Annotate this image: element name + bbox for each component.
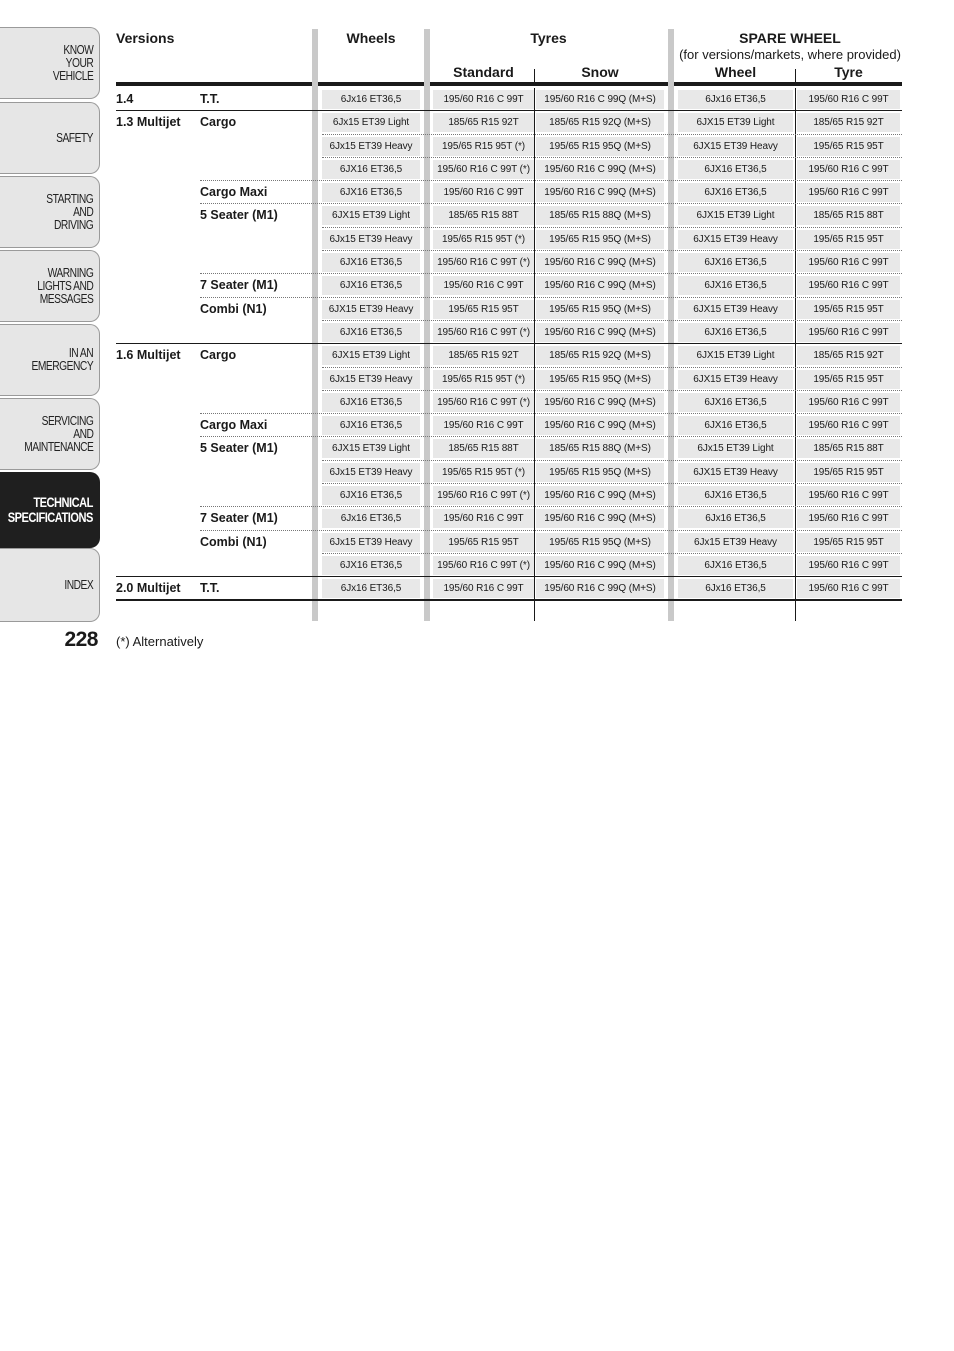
cell-spare-wheel: 6JX16 ET36,5 <box>678 416 793 435</box>
cell-spare-tyre: 195/65 R15 95T <box>797 230 900 249</box>
cell-standard: 195/60 R16 C 99T (*) <box>433 486 534 505</box>
table-row <box>116 88 902 111</box>
table-row <box>116 321 902 344</box>
cell-wheel: 6Jx15 ET39 Heavy <box>322 533 420 552</box>
cell-wheel: 6JX15 ET39 Heavy <box>322 300 420 319</box>
version-label: 1.6 Multijet <box>116 348 181 363</box>
cell-spare-wheel: 6JX15 ET39 Heavy <box>678 230 793 249</box>
header-divider <box>795 69 796 83</box>
cell-snow: 195/60 R16 C 99Q (M+S) <box>536 323 664 342</box>
table-body <box>116 88 902 601</box>
table-row <box>116 135 902 158</box>
cell-spare-tyre: 195/60 R16 C 99T <box>797 253 900 272</box>
cell-spare-wheel: 6JX15 ET39 Heavy <box>678 370 793 389</box>
cell-snow: 195/60 R16 C 99Q (M+S) <box>536 183 664 202</box>
header-spare-note: (for versions/markets, where provided) <box>679 47 901 62</box>
tab-label: IN AN EMERGENCY <box>31 346 93 373</box>
model-label: T.T. <box>200 92 220 106</box>
table-row <box>116 484 902 507</box>
cell-standard: 195/60 R16 C 99T (*) <box>433 393 534 412</box>
version-label: 1.4 <box>116 92 134 106</box>
header-spare-wheel-col: Wheel <box>714 64 757 80</box>
cell-spare-tyre: 195/60 R16 C 99T <box>797 90 900 109</box>
tab-technical-specifications[interactable] <box>0 472 100 548</box>
tab-label: SERVICING AND MAINTENANCE <box>23 413 93 454</box>
tab-label: STARTING AND DRIVING <box>46 191 93 232</box>
page-number: 228 <box>64 628 98 651</box>
cell-standard: 195/65 R15 95T (*) <box>433 370 534 389</box>
cell-spare-wheel: 6JX16 ET36,5 <box>678 486 793 505</box>
cell-spare-wheel: 6JX16 ET36,5 <box>678 183 793 202</box>
cell-standard: 195/60 R16 C 99T <box>433 276 534 295</box>
cell-spare-tyre: 195/65 R15 95T <box>797 533 900 552</box>
cell-spare-tyre: 195/65 R15 95T <box>797 370 900 389</box>
tab-label: INDEX <box>64 577 93 592</box>
cell-spare-tyre: 195/60 R16 C 99T <box>797 183 900 202</box>
tab-in-an-emergency[interactable] <box>0 324 100 396</box>
cell-wheel: 6JX16 ET36,5 <box>322 253 420 272</box>
cell-spare-wheel: 6Jx16 ET36,5 <box>678 579 793 598</box>
table-row <box>116 298 902 321</box>
cell-spare-wheel: 6Jx16 ET36,5 <box>678 509 793 528</box>
cell-standard: 185/65 R15 88T <box>433 439 534 458</box>
cell-snow: 195/65 R15 95Q (M+S) <box>536 463 664 482</box>
model-label: 7 Seater (M1) <box>200 278 278 293</box>
model-label: Combi (N1) <box>200 301 267 316</box>
header-standard: Standard <box>453 64 514 80</box>
cell-standard: 195/60 R16 C 99T (*) <box>433 160 534 179</box>
table-row <box>116 437 902 460</box>
header-wheels: Wheels <box>346 30 396 46</box>
cell-wheel: 6Jx16 ET36,5 <box>322 90 420 109</box>
table-row <box>116 507 902 530</box>
table-row <box>116 461 902 484</box>
cell-wheel: 6Jx15 ET39 Heavy <box>322 370 420 389</box>
cell-spare-tyre: 195/60 R16 C 99T <box>797 160 900 179</box>
cell-snow: 195/60 R16 C 99Q (M+S) <box>536 416 664 435</box>
cell-snow: 195/60 R16 C 99Q (M+S) <box>536 393 664 412</box>
cell-spare-tyre: 195/60 R16 C 99T <box>797 416 900 435</box>
cell-standard: 195/60 R16 C 99T <box>433 90 534 109</box>
cell-snow: 195/60 R16 C 99Q (M+S) <box>536 90 664 109</box>
cell-snow: 195/65 R15 95Q (M+S) <box>536 230 664 249</box>
cell-snow: 185/65 R15 92Q (M+S) <box>536 346 664 365</box>
version-label: 2.0 Multijet <box>116 581 181 596</box>
header-rule <box>116 82 902 86</box>
cell-snow: 195/65 R15 95Q (M+S) <box>536 300 664 319</box>
cell-spare-wheel: 6JX15 ET39 Light <box>678 206 793 225</box>
table-header <box>116 27 902 83</box>
cell-standard: 185/65 R15 92T <box>433 113 534 132</box>
cell-wheel: 6Jx16 ET36,5 <box>322 579 420 598</box>
tab-label: SAFETY <box>56 130 93 145</box>
cell-standard: 185/65 R15 92T <box>433 346 534 365</box>
header-tyres: Tyres <box>530 30 567 46</box>
model-label: Cargo <box>200 348 237 363</box>
cell-spare-tyre: 195/60 R16 C 99T <box>797 509 900 528</box>
cell-spare-wheel: 6Jx15 ET39 Heavy <box>678 533 793 552</box>
model-label: Cargo <box>200 115 237 130</box>
cell-standard: 195/60 R16 C 99T <box>433 416 534 435</box>
cell-snow: 195/60 R16 C 99Q (M+S) <box>536 579 664 598</box>
cell-snow: 195/60 R16 C 99Q (M+S) <box>536 556 664 575</box>
cell-wheel: 6Jx15 ET39 Light <box>322 113 420 132</box>
cell-spare-wheel: 6JX16 ET36,5 <box>678 393 793 412</box>
cell-standard: 195/65 R15 95T (*) <box>433 463 534 482</box>
table-row <box>116 228 902 251</box>
cell-snow: 195/60 R16 C 99Q (M+S) <box>536 276 664 295</box>
cell-snow: 195/60 R16 C 99Q (M+S) <box>536 486 664 505</box>
model-label: 5 Seater (M1) <box>200 208 278 223</box>
cell-wheel: 6Jx15 ET39 Heavy <box>322 463 420 482</box>
table-row <box>116 274 902 297</box>
cell-spare-wheel: 6JX16 ET36,5 <box>678 556 793 575</box>
row-separator <box>116 599 902 601</box>
cell-spare-tyre: 185/65 R15 88T <box>797 206 900 225</box>
model-label: Cargo Maxi <box>200 418 268 433</box>
cell-snow: 195/65 R15 95Q (M+S) <box>536 533 664 552</box>
table-row <box>116 344 902 367</box>
table-row <box>116 158 902 181</box>
cell-snow: 185/65 R15 88Q (M+S) <box>536 206 664 225</box>
cell-standard: 195/60 R16 C 99T <box>433 509 534 528</box>
cell-spare-tyre: 185/65 R15 92T <box>797 113 900 132</box>
cell-snow: 195/60 R16 C 99Q (M+S) <box>536 160 664 179</box>
cell-wheel: 6JX16 ET36,5 <box>322 486 420 505</box>
model-label: Cargo Maxi <box>200 185 268 200</box>
cell-wheel: 6JX15 ET39 Light <box>322 439 420 458</box>
cell-snow: 185/65 R15 88Q (M+S) <box>536 439 664 458</box>
cell-standard: 195/60 R16 C 99T (*) <box>433 556 534 575</box>
cell-standard: 195/65 R15 95T (*) <box>433 230 534 249</box>
cell-wheel: 6Jx15 ET39 Heavy <box>322 137 420 156</box>
cell-spare-wheel: 6JX15 ET39 Heavy <box>678 137 793 156</box>
wheels-tyres-table <box>116 27 902 596</box>
cell-spare-wheel: 6JX15 ET39 Light <box>678 346 793 365</box>
cell-standard: 195/65 R15 95T (*) <box>433 137 534 156</box>
cell-spare-tyre: 195/60 R16 C 99T <box>797 486 900 505</box>
cell-wheel: 6JX16 ET36,5 <box>322 160 420 179</box>
tab-servicing-and-maintenance[interactable] <box>0 398 100 470</box>
cell-spare-wheel: 6JX16 ET36,5 <box>678 160 793 179</box>
cell-wheel: 6JX16 ET36,5 <box>322 393 420 412</box>
cell-standard: 195/65 R15 95T <box>433 300 534 319</box>
table-row <box>116 111 902 134</box>
tab-warning-lights-and-messages[interactable] <box>0 250 100 322</box>
cell-spare-tyre: 185/65 R15 92T <box>797 346 900 365</box>
cell-wheel: 6Jx16 ET36,5 <box>322 509 420 528</box>
cell-spare-wheel: 6Jx16 ET36,5 <box>678 90 793 109</box>
model-label: T.T. <box>200 581 220 596</box>
cell-spare-wheel: 6JX15 ET39 Heavy <box>678 300 793 319</box>
cell-spare-wheel: 6JX16 ET36,5 <box>678 253 793 272</box>
table-row <box>116 368 902 391</box>
cell-spare-tyre: 195/60 R16 C 99T <box>797 556 900 575</box>
tab-label: KNOW YOUR VEHICLE <box>52 42 93 83</box>
cell-wheel: 6JX16 ET36,5 <box>322 276 420 295</box>
cell-spare-tyre: 195/60 R16 C 99T <box>797 393 900 412</box>
cell-standard: 195/65 R15 95T <box>433 533 534 552</box>
table-row <box>116 181 902 204</box>
table-row <box>116 251 902 274</box>
tab-safety[interactable] <box>0 102 100 174</box>
cell-snow: 195/60 R16 C 99Q (M+S) <box>536 253 664 272</box>
cell-snow: 195/60 R16 C 99Q (M+S) <box>536 509 664 528</box>
tab-index[interactable] <box>0 548 100 622</box>
header-spare-tyre-col: Tyre <box>834 64 863 80</box>
cell-wheel: 6JX15 ET39 Light <box>322 206 420 225</box>
cell-spare-wheel: 6JX16 ET36,5 <box>678 323 793 342</box>
cell-wheel: 6Jx15 ET39 Heavy <box>322 230 420 249</box>
version-label: 1.3 Multijet <box>116 115 181 130</box>
table-row <box>116 554 902 577</box>
cell-standard: 195/60 R16 C 99T (*) <box>433 323 534 342</box>
model-label: 5 Seater (M1) <box>200 441 278 456</box>
cell-spare-tyre: 195/60 R16 C 99T <box>797 276 900 295</box>
cell-standard: 185/65 R15 88T <box>433 206 534 225</box>
cell-snow: 195/65 R15 95Q (M+S) <box>536 370 664 389</box>
tab-label: TECHNICAL SPECIFICATIONS <box>7 495 93 525</box>
footnote: (*) Alternatively <box>116 634 204 649</box>
cell-standard: 195/60 R16 C 99T <box>433 183 534 202</box>
header-spare-wheel: SPARE WHEEL <box>739 30 841 46</box>
cell-wheel: 6JX16 ET36,5 <box>322 556 420 575</box>
cell-spare-tyre: 195/65 R15 95T <box>797 137 900 156</box>
model-label: 7 Seater (M1) <box>200 511 278 526</box>
tab-label: WARNING LIGHTS AND MESSAGES <box>36 265 93 306</box>
cell-spare-tyre: 195/65 R15 95T <box>797 463 900 482</box>
header-versions: Versions <box>116 30 175 46</box>
header-divider <box>534 69 535 83</box>
model-label: Combi (N1) <box>200 534 267 549</box>
cell-spare-tyre: 195/65 R15 95T <box>797 300 900 319</box>
cell-wheel: 6JX16 ET36,5 <box>322 323 420 342</box>
cell-spare-wheel: 6JX15 ET39 Heavy <box>678 463 793 482</box>
cell-spare-tyre: 185/65 R15 88T <box>797 439 900 458</box>
cell-snow: 185/65 R15 92Q (M+S) <box>536 113 664 132</box>
table-row <box>116 391 902 414</box>
header-snow: Snow <box>581 64 619 80</box>
tab-starting-and-driving[interactable] <box>0 176 100 248</box>
table-row <box>116 577 902 600</box>
cell-snow: 195/65 R15 95Q (M+S) <box>536 137 664 156</box>
cell-spare-wheel: 6Jx15 ET39 Light <box>678 439 793 458</box>
cell-standard: 195/60 R16 C 99T <box>433 579 534 598</box>
cell-standard: 195/60 R16 C 99T (*) <box>433 253 534 272</box>
cell-spare-wheel: 6JX16 ET36,5 <box>678 276 793 295</box>
cell-spare-tyre: 195/60 R16 C 99T <box>797 323 900 342</box>
cell-wheel: 6JX15 ET39 Light <box>322 346 420 365</box>
table-row <box>116 204 902 227</box>
table-row <box>116 414 902 437</box>
cell-spare-tyre: 195/60 R16 C 99T <box>797 579 900 598</box>
cell-spare-wheel: 6JX15 ET39 Light <box>678 113 793 132</box>
tab-know-your-vehicle[interactable] <box>0 27 100 99</box>
cell-wheel: 6JX16 ET36,5 <box>322 183 420 202</box>
table-row <box>116 531 902 554</box>
cell-wheel: 6JX16 ET36,5 <box>322 416 420 435</box>
